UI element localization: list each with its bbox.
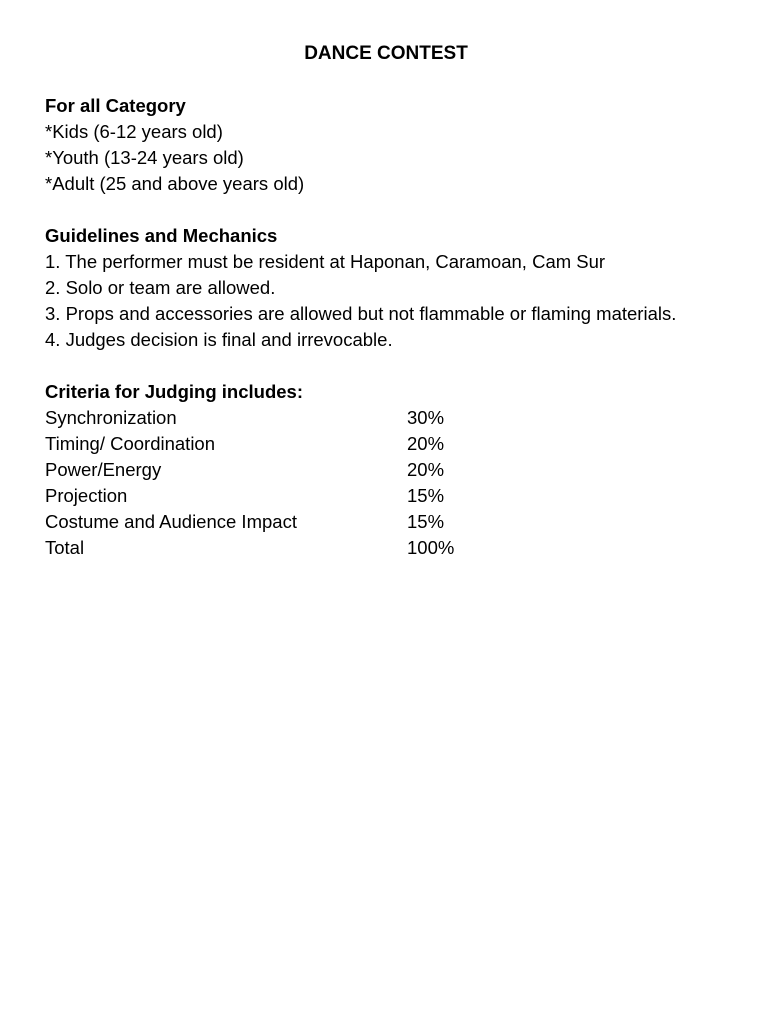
category-item-kids: *Kids (6-12 years old) [45, 121, 223, 142]
criteria-row-costume [45, 509, 725, 535]
guidelines-heading: Guidelines and Mechanics [45, 225, 278, 246]
document-title: DANCE CONTEST [304, 43, 468, 64]
section-spacer [45, 353, 725, 379]
criteria-name: Power/Energy [45, 459, 162, 480]
criteria-value: 20% [407, 433, 445, 454]
document-body [45, 93, 725, 561]
criteria-name: Total [45, 537, 85, 558]
criteria-row-power [45, 457, 725, 483]
guideline-item-4: 4. Judges decision is final and irrevocable. [45, 329, 393, 350]
criteria-row-total [45, 535, 725, 561]
category-heading: For all Category [45, 95, 186, 116]
criteria-heading: Criteria for Judging includes: [45, 381, 303, 402]
criteria-value: 30% [407, 407, 445, 428]
criteria-name: Timing/ Coordination [45, 433, 216, 454]
guideline-item-3: 3. Props and accessories are allowed but not flammable or flaming materials. [45, 303, 677, 324]
criteria-row-timing [45, 431, 725, 457]
criteria-name: Costume and Audience Impact [45, 511, 297, 532]
guideline-item-2: 2. Solo or team are allowed. [45, 277, 276, 298]
criteria-value: 100% [407, 537, 455, 558]
criteria-name: Projection [45, 485, 128, 506]
criteria-value: 15% [407, 485, 445, 506]
criteria-value: 15% [407, 511, 445, 532]
category-item-adult: *Adult (25 and above years old) [45, 173, 305, 194]
criteria-value: 20% [407, 459, 445, 480]
category-item-youth: *Youth (13-24 years old) [45, 147, 244, 168]
criteria-row-projection [45, 483, 725, 509]
guideline-item-1: 1. The performer must be resident at Haponan, Caramoan, Cam Sur [45, 251, 606, 272]
criteria-name: Synchronization [45, 407, 177, 428]
section-spacer [45, 197, 725, 223]
criteria-row-synchronization [45, 405, 725, 431]
